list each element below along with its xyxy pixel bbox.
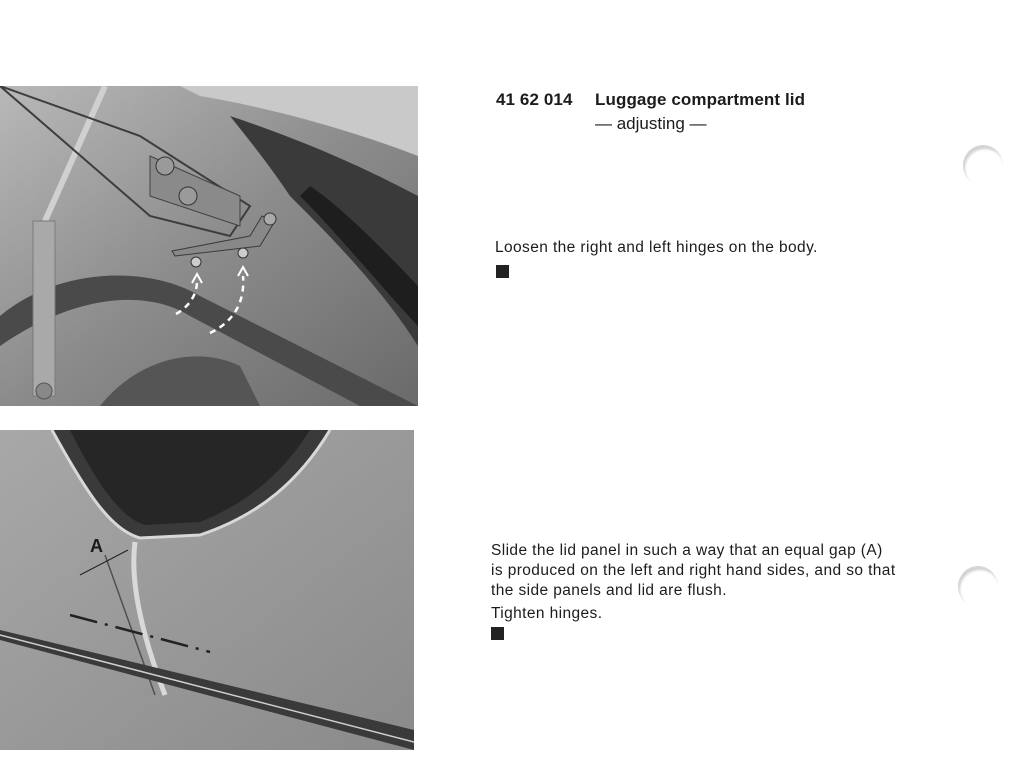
step-2-line-3: the side panels and lid are flush. bbox=[491, 582, 727, 599]
step-2-text bbox=[491, 541, 896, 624]
step-2-tighten: Tighten hinges. bbox=[491, 605, 603, 622]
hinge-photo bbox=[0, 86, 418, 406]
punch-hole-icon bbox=[958, 566, 998, 607]
section-title: Luggage compartment lid bbox=[595, 90, 806, 109]
section-heading bbox=[496, 90, 805, 110]
step-2-line-2: is produced on the left and right hand sides, and so that bbox=[491, 562, 896, 579]
section-subtitle: — adjusting — bbox=[595, 114, 707, 133]
gap-label-a: A bbox=[90, 536, 103, 556]
step-2-line-1: Slide the lid panel in such a way that an equal gap (A) bbox=[491, 542, 883, 559]
hinge-illustration bbox=[0, 86, 418, 406]
gap-photo bbox=[0, 430, 414, 750]
punch-hole-icon bbox=[963, 145, 1003, 186]
step-end-marker-icon bbox=[496, 265, 509, 278]
section-code: 41 62 014 bbox=[496, 90, 573, 109]
step-1-text: Loosen the right and left hinges on the body. bbox=[495, 239, 818, 256]
gap-illustration bbox=[0, 430, 414, 750]
step-end-marker-icon bbox=[491, 627, 504, 640]
